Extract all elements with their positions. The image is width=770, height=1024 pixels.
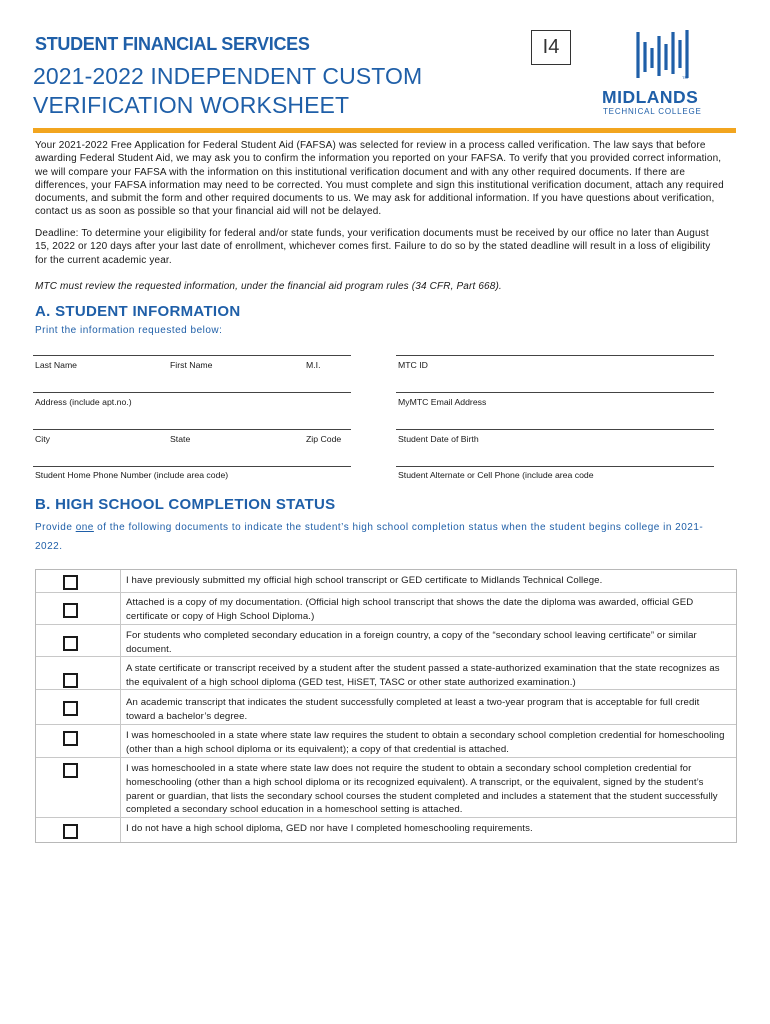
vertical-bars-logo-icon <box>636 28 692 80</box>
checklist-option-text: For students who completed secondary education in a foreign country, a copy of the “secondary school leaving certificate” or similar document. <box>126 630 697 655</box>
middle-initial-label: M.I. <box>306 360 321 370</box>
checklist-row <box>36 725 736 758</box>
form-code-box: I4 <box>531 30 571 65</box>
section-a-heading: A. STUDENT INFORMATION <box>35 303 241 320</box>
home-phone-input-line[interactable] <box>33 466 351 467</box>
last-name-label: Last Name <box>35 360 78 370</box>
empty-checkbox-icon[interactable] <box>63 603 78 618</box>
logo-subtitle: TECHNICAL COLLEGE <box>603 107 702 116</box>
checklist-option-text: I was homeschooled in a state where state law does not require the student to obtain a secondary school completion credential for homeschooling (other than a high school diploma or its recognized equivalent). A transcript, or the equivalent, signed by the student’s parent or guardian, that lists the secondary school courses the student completed and includes a statement that the student successfully completed a secondary school education in a homeschool setting is attached. <box>126 763 718 816</box>
mtc-id-label: MTC ID <box>398 360 428 370</box>
checklist-row <box>36 625 736 657</box>
deadline-paragraph: Deadline: To determine your eligibility for federal and/or state funds, your verification documents must be received by our office no later than August 15, 2022 or 120 days after your last date of enrollment, whichever comes first. Failure to do so by the stated deadline will result in a loss of eligibility for the current academic year. <box>35 228 711 266</box>
last-first-mi-input-line[interactable] <box>33 355 351 356</box>
page-title: 2021-2022 INDEPENDENT CUSTOM VERIFICATION WORKSHEET <box>33 63 423 118</box>
city-label: City <box>35 434 50 444</box>
section-a-instructions: Print the information requested below: <box>35 325 223 336</box>
completion-status-checklist <box>35 569 737 843</box>
rules-note: MTC must review the requested information, under the financial aid program rules (34 CFR, Part 668). <box>35 281 502 292</box>
first-name-label: First Name <box>170 360 213 370</box>
logo-wordmark: MIDLANDS <box>602 87 699 107</box>
checklist-row <box>36 818 736 842</box>
checklist-row <box>36 758 736 818</box>
checklist-option-text: I was homeschooled in a state where state law requires the student to obtain a secondary school completion credential for homeschooling (other than a high school diploma or its equivalent); a copy of that credential is attached. <box>126 730 725 755</box>
date-of-birth-label: Student Date of Birth <box>398 434 479 444</box>
section-b-heading: B. HIGH SCHOOL COMPLETION STATUS <box>35 496 336 513</box>
section-b-instructions-post: of the following documents to indicate the student’s high school completion status when the student begins college in 2021-2022. <box>35 522 704 552</box>
mtc-id-input-line[interactable] <box>396 355 714 356</box>
checklist-option-text: Attached is a copy of my documentation. (Official high school transcript that shows the date the diploma was awarded, official GED certificate or copy of High School Diploma.) <box>126 597 694 622</box>
checklist-row <box>36 657 736 690</box>
alt-phone-label: Student Alternate or Cell Phone (include area code <box>398 470 594 480</box>
checklist-row <box>36 690 736 725</box>
header-divider <box>33 128 736 133</box>
empty-checkbox-icon[interactable] <box>63 763 78 778</box>
zip-code-label: Zip Code <box>306 434 342 444</box>
empty-checkbox-icon[interactable] <box>63 731 78 746</box>
section-b-instructions <box>35 518 715 556</box>
checklist-row <box>36 570 736 593</box>
empty-checkbox-icon[interactable] <box>63 701 78 716</box>
address-input-line[interactable] <box>33 392 351 393</box>
checklist-option-text: An academic transcript that indicates the student successfully completed at least a two-year program that is acceptable for full credit toward a bachelor’s degree. <box>126 697 700 722</box>
alt-phone-input-line[interactable] <box>396 466 714 467</box>
checklist-option-text: A state certificate or transcript received by a student after the student passed a state-authorized examination that the state recognizes as the equivalent of a high school diploma (GED test, HiSET, TASC or other state authorized examination.) <box>126 663 720 688</box>
section-b-instructions-emphasis: one <box>75 522 94 533</box>
section-b-instructions-pre: Provide <box>35 522 76 533</box>
date-of-birth-input-line[interactable] <box>396 429 714 430</box>
empty-checkbox-icon[interactable] <box>63 673 78 688</box>
checklist-option-text: I have previously submitted my official high school transcript or GED certificate to Midlands Technical College. <box>126 575 603 586</box>
empty-checkbox-icon[interactable] <box>63 824 78 839</box>
intro-paragraph: Your 2021-2022 Free Application for Federal Student Aid (FAFSA) was selected for review in a process called verification. The law says that before awarding Federal Student Aid, we may ask you to confirm the information you reported on your FAFSA. To verify that you provided correct information, we will compare your FAFSA with the information on this institutional verification document and with any other required documents. If there are differences, your FAFSA information may need to be corrected. You must complete and sign this institutional verification document, attach any required documents, and submit the form and other required documents to us. We may ask for additional information. If you have questions about verification, contact us as soon as possible so that your financial aid will not be delayed. <box>35 140 724 218</box>
checklist-row <box>36 593 736 625</box>
empty-checkbox-icon[interactable] <box>63 636 78 651</box>
college-logo <box>602 28 722 120</box>
home-phone-label: Student Home Phone Number (include area code) <box>35 470 229 480</box>
address-label: Address (include apt.no.) <box>35 397 132 407</box>
state-label: State <box>170 434 191 444</box>
empty-checkbox-icon[interactable] <box>63 575 78 590</box>
department-name: STUDENT FINANCIAL SERVICES <box>35 34 310 54</box>
trademark-mark: TM <box>682 75 688 80</box>
checklist-option-text: I do not have a high school diploma, GED nor have I completed homeschooling requirements. <box>126 823 533 834</box>
email-input-line[interactable] <box>396 392 714 393</box>
email-label: MyMTC Email Address <box>398 397 487 407</box>
city-state-zip-input-line[interactable] <box>33 429 351 430</box>
